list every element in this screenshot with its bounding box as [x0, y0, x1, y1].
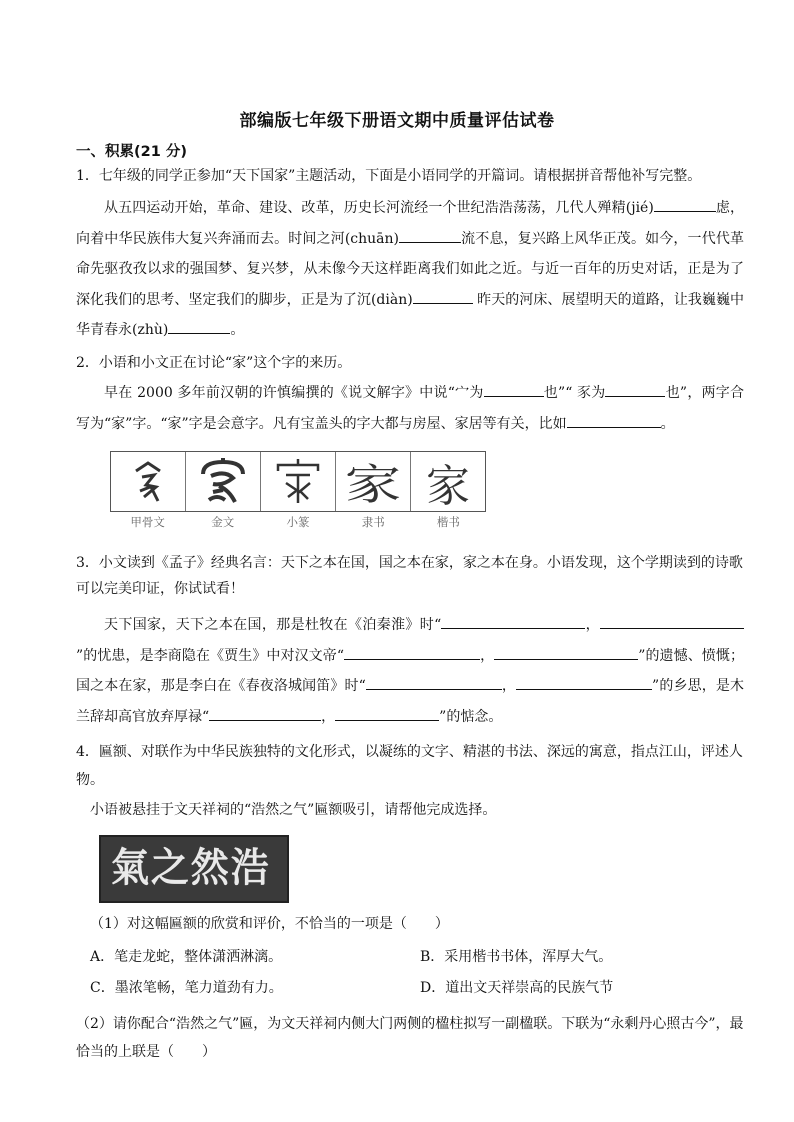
answer-blank-3[interactable]	[413, 288, 473, 304]
plaque-seal	[103, 853, 111, 885]
answer-blank-8[interactable]	[441, 613, 585, 629]
caption-bronze: 金文	[211, 515, 235, 529]
answer-blank-9[interactable]	[600, 613, 744, 629]
answer-blank-1[interactable]	[654, 196, 716, 212]
caption-regular: 楷书	[436, 515, 460, 529]
q3-text-c: ”的遗憾、愤慨；国之本在家，那是李白在《春夜洛城闻笛》时“	[76, 647, 744, 694]
q2-text-d: 。	[660, 415, 675, 432]
answer-blank-5[interactable]	[484, 381, 544, 397]
q4-sub2: （2）请你配合“浩然之气”匾，为文天祥祠内侧大门两侧的楹柱拟写一副楹联。下联为“永剩丹心照古今”，最恰当的上联是（ ）	[76, 1016, 744, 1060]
q2-passage	[76, 378, 744, 439]
q3-text-d: ”的乡思，是木兰辞却高官放弃厚禄“	[76, 678, 744, 725]
q3-text-a: 天下国家，天下之本在国，那是杜牧在《泊秦淮》时“	[104, 617, 442, 633]
q3-text-b: ”的忧患，是李商隐在《贾生》中对汉文帝“	[76, 647, 345, 664]
answer-blank-11[interactable]	[494, 644, 638, 660]
answer-blank-4[interactable]	[168, 318, 230, 334]
q3-passage: 天下国家，天下之本在国，那是杜牧在《泊秦淮》时“ ，”的忧患，是李商隐在《贾生》中对汉文帝“ ， ”的遗憾、愤慨；国之本在家，那是李白在《春夜洛城闻笛》时“ ， ”的乡思，是木兰辞却高官放弃厚禄“ ， ”的惦念。	[76, 610, 744, 732]
answer-blank-10[interactable]	[344, 644, 480, 660]
q1-text-d: 昨天的河床、展望明天的道路，让我巍巍中华青春永(zhù)	[76, 291, 744, 338]
option-c[interactable]: C．墨浓笔畅，笔力道劲有力。	[90, 980, 283, 996]
caption-oracle-bone: 甲骨文	[130, 515, 165, 529]
script-captions	[110, 514, 486, 530]
answer-blank-7[interactable]	[567, 412, 661, 428]
caption-clerical: 隶书	[361, 515, 385, 529]
answer-blank-2[interactable]	[399, 227, 461, 243]
q1-text-a: 从五四运动开始，革命、建设、改革，历史长河流经一个世纪浩浩荡荡，几代人殚精(jié)	[104, 200, 654, 216]
oracle-bone-glyph	[111, 452, 186, 511]
option-d[interactable]: D．道出文天祥崇高的民族气节	[420, 980, 614, 996]
q2-text-b: 也”“ 豕为	[543, 385, 606, 401]
regular-script-glyph: 家	[426, 460, 470, 511]
plaque-calligraphy: 氣之然浩	[111, 844, 271, 891]
q4-sub1: （1）对这幅匾额的欣赏和评价，不恰当的一项是（ ）	[90, 916, 449, 932]
small-seal-glyph	[261, 452, 336, 511]
page-title: 部编版七年级下册语文期中质量评估试卷	[239, 111, 555, 131]
answer-blank-6[interactable]	[605, 381, 665, 397]
option-a[interactable]: A．笔走龙蛇，整体潇洒淋漓。	[90, 949, 283, 965]
q1-passage	[76, 193, 744, 346]
q3-stem: 3．小文读到《孟子》经典名言：天下之本在国，国之本在家，家之本在身。小语发现，这个学期读到的诗歌可以完美印证，你试试看！	[76, 555, 743, 597]
section-heading: 一、积累(21 分)	[76, 144, 187, 160]
answer-blank-13[interactable]	[516, 674, 652, 690]
caption-small-seal: 小篆	[286, 515, 310, 529]
answer-blank-15[interactable]	[335, 705, 439, 721]
answer-blank-14[interactable]	[209, 705, 321, 721]
plaque-image	[99, 835, 289, 903]
q1-text-b: 虑，向着中华民族伟大复兴奔涌而去。时间之河(chuān)	[76, 200, 745, 247]
q1-text-c: 流不息，复兴路上风华正茂。如今，一代代革命先驱孜孜以求的强国梦、复兴梦，从未像今天这样距离我们如此之近。与近一百年的历史对话，正是为了深化我们的思考、坚定我们的脚步，正是为了沉(diàn)	[76, 230, 744, 308]
answer-blank-12[interactable]	[366, 674, 502, 690]
bronze-script-glyph	[186, 452, 261, 511]
character-evolution-figure	[110, 451, 486, 512]
q4-intro: 小语被悬挂于文天祥祠的“浩然之气”匾额吸引，请帮他完成选择。	[90, 802, 497, 818]
q2-text-c: 也”，两字合写为“家”字。“家”字是会意字。凡有宝盖头的字大都与房屋、家居等有关，比如	[76, 385, 744, 432]
q4-stem: 4．匾额、对联作为中华民族独特的文化形式，以凝练的文字、精湛的书法、深远的寓意，指点江山，评述人物。	[76, 744, 743, 788]
q3-text-e: ”的惦念。	[439, 708, 503, 725]
q1-text-e: 。	[230, 322, 245, 338]
q2-stem: 2．小语和小文正在讨论“家”这个字的来历。	[76, 355, 352, 371]
option-b[interactable]: B．采用楷书书体，浑厚大气。	[420, 949, 613, 965]
q1-stem: 1．七年级的同学正参加“天下国家”主题活动，下面是小语同学的开篇词。请根据拼音帮他补写完整。	[76, 168, 702, 184]
clerical-script-glyph: 家	[336, 452, 411, 511]
q2-text-a: 早在 2000 多年前汉朝的许慎编撰的《说文解字》中说“宀为	[104, 385, 484, 401]
